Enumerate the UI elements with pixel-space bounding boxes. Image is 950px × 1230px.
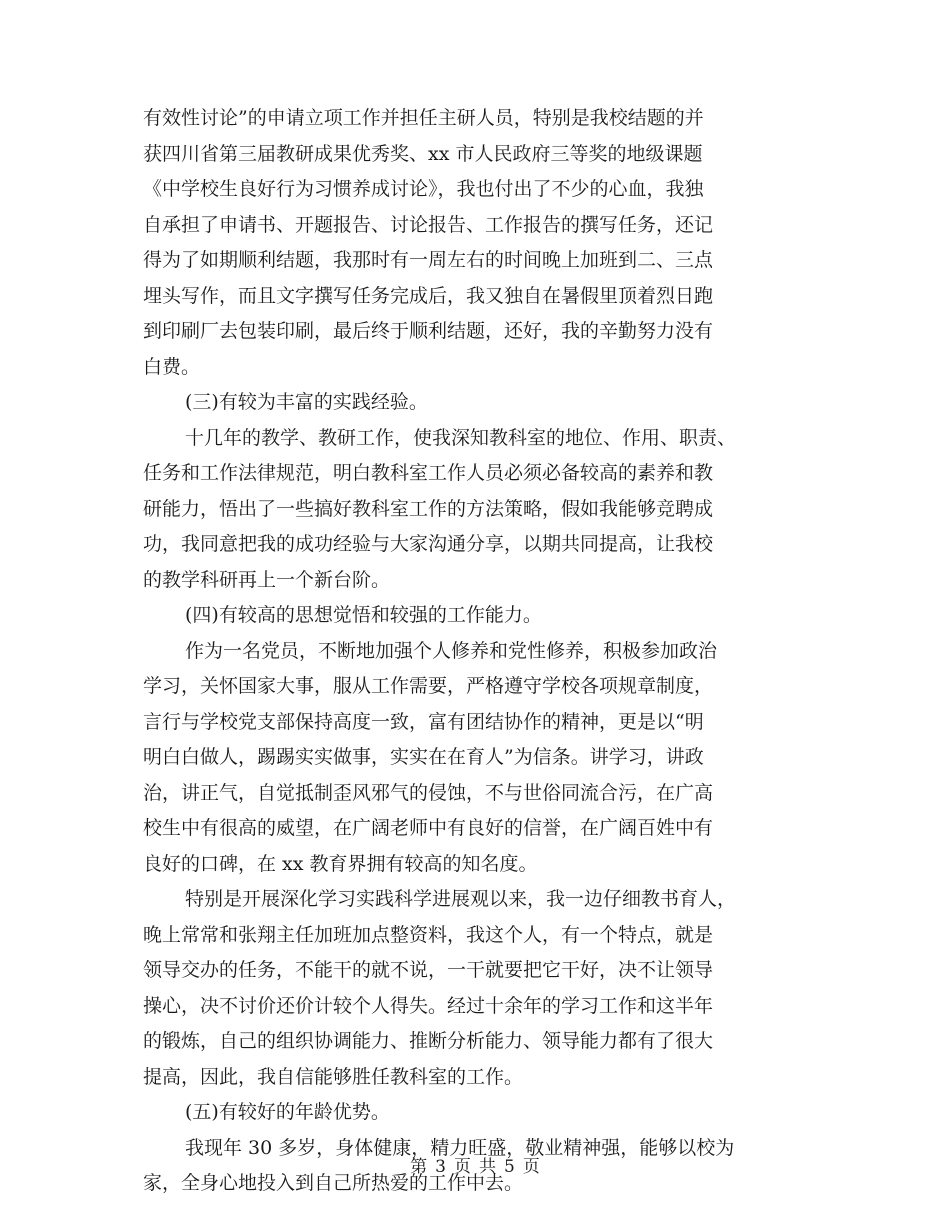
text-line: 得为了如期顺利结题，我那时有一周左右的时间晚上加班到二、三点: [143, 249, 714, 271]
text-line: 《中学校生良好行为习惯养成讨论》，我也付出了不少的心血，我独: [143, 178, 704, 200]
footer-total-suffix: 页: [522, 1157, 540, 1177]
footer-total-pages: 5: [504, 1157, 515, 1177]
text-line: 治，讲正气，自觉抵制歪风邪气的侵蚀，不与世俗同流合污，在广高: [143, 781, 714, 804]
text-line: 操心，决不讨价还价计较个人得失。经过十余年的学习工作和这半年: [143, 994, 714, 1017]
footer-current-page: 3: [435, 1157, 446, 1177]
text-line: 提高，因此，我自信能够胜任教科室的工作。: [143, 1065, 524, 1088]
text-line: 校生中有很高的威望，在广阔老师中有良好的信誉，在广阔百姓中有: [143, 817, 714, 839]
text-line: 有效性讨论”的申请立项工作并担任主研人员，特别是我校结题的并: [143, 107, 704, 129]
text-line: 晚上常常和张翔主任加班加点整资料，我这个人，有一个特点，就是: [143, 923, 714, 946]
text-line: 埋头写作，而且文字撰写任务完成后，我又独自在暑假里顶着烈日跑: [143, 284, 714, 307]
text-line: 明白白做人，踢踢实实做事，实实在在育人”为信条。讲学习，讲政: [143, 746, 704, 768]
footer-prefix: 第: [410, 1157, 428, 1177]
page-footer: [0, 1157, 950, 1177]
footer-page-label: 页: [454, 1157, 471, 1177]
text-line: 十几年的教学、教研工作，使我深知教科室的地位、作用、职责、: [185, 426, 737, 449]
text-line: 到印刷厂去包装印刷，最后终于顺利结题，还好，我的辛勤努力没有: [143, 320, 714, 342]
text-line: (三)有较为丰富的实践经验。: [185, 391, 428, 413]
text-line: 领导交办的任务，不能干的就不说，一干就要把它干好，决不让领导: [143, 959, 714, 981]
document-body: [143, 101, 813, 1202]
text-line: 家，全身心地投入到自己所热爱的工作中去。: [143, 1172, 524, 1194]
text-line: 的教学科研再上一个新台阶。: [143, 568, 391, 591]
text-line: 获四川省第三届教研成果优秀奖、xx 市人民政府三等奖的地级课题: [143, 142, 703, 165]
footer-total-prefix: 共: [479, 1157, 496, 1177]
text-line: 学习，关怀国家大事，服从工作需要，严格遵守学校各项规章制度，: [143, 675, 714, 697]
text-line: 特别是开展深化学习实践科学进展观以来，我一边仔细教书育人，: [185, 888, 737, 910]
text-line: (四)有较高的思想觉悟和较强的工作能力。: [185, 604, 542, 626]
text-line: 的锻炼，自己的组织协调能力、推断分析能力、领导能力都有了很大: [143, 1030, 714, 1052]
text-line: 良好的口碑，在 xx 教育界拥有较高的知名度。: [143, 852, 538, 875]
text-line: 作为一名党员，不断地加强个人修养和党性修养，积极参加政治: [185, 639, 718, 662]
text-line: 我现年 30 多岁，身体健康，精力旺盛，敬业精神强，能够以校为: [185, 1136, 735, 1159]
text-line: 言行与学校党支部保持高度一致，富有团结协作的精神，更是以“明: [143, 710, 704, 733]
text-line: 白费。: [143, 355, 201, 378]
text-line: 自承担了申请书、开题报告、讨论报告、工作报告的撰写任务，还记: [143, 213, 714, 236]
text-line: (五)有较好的年龄优势。: [185, 1101, 390, 1123]
text-line: 研能力，悟出了一些搞好教科室工作的方法策略，假如我能够竞聘成: [143, 497, 714, 520]
text-line: 任务和工作法律规范，明白教科室工作人员必须必备较高的素养和教: [143, 462, 714, 484]
text-line: 功，我同意把我的成功经验与大家沟通分享，以期共同提高，让我校: [143, 533, 714, 555]
